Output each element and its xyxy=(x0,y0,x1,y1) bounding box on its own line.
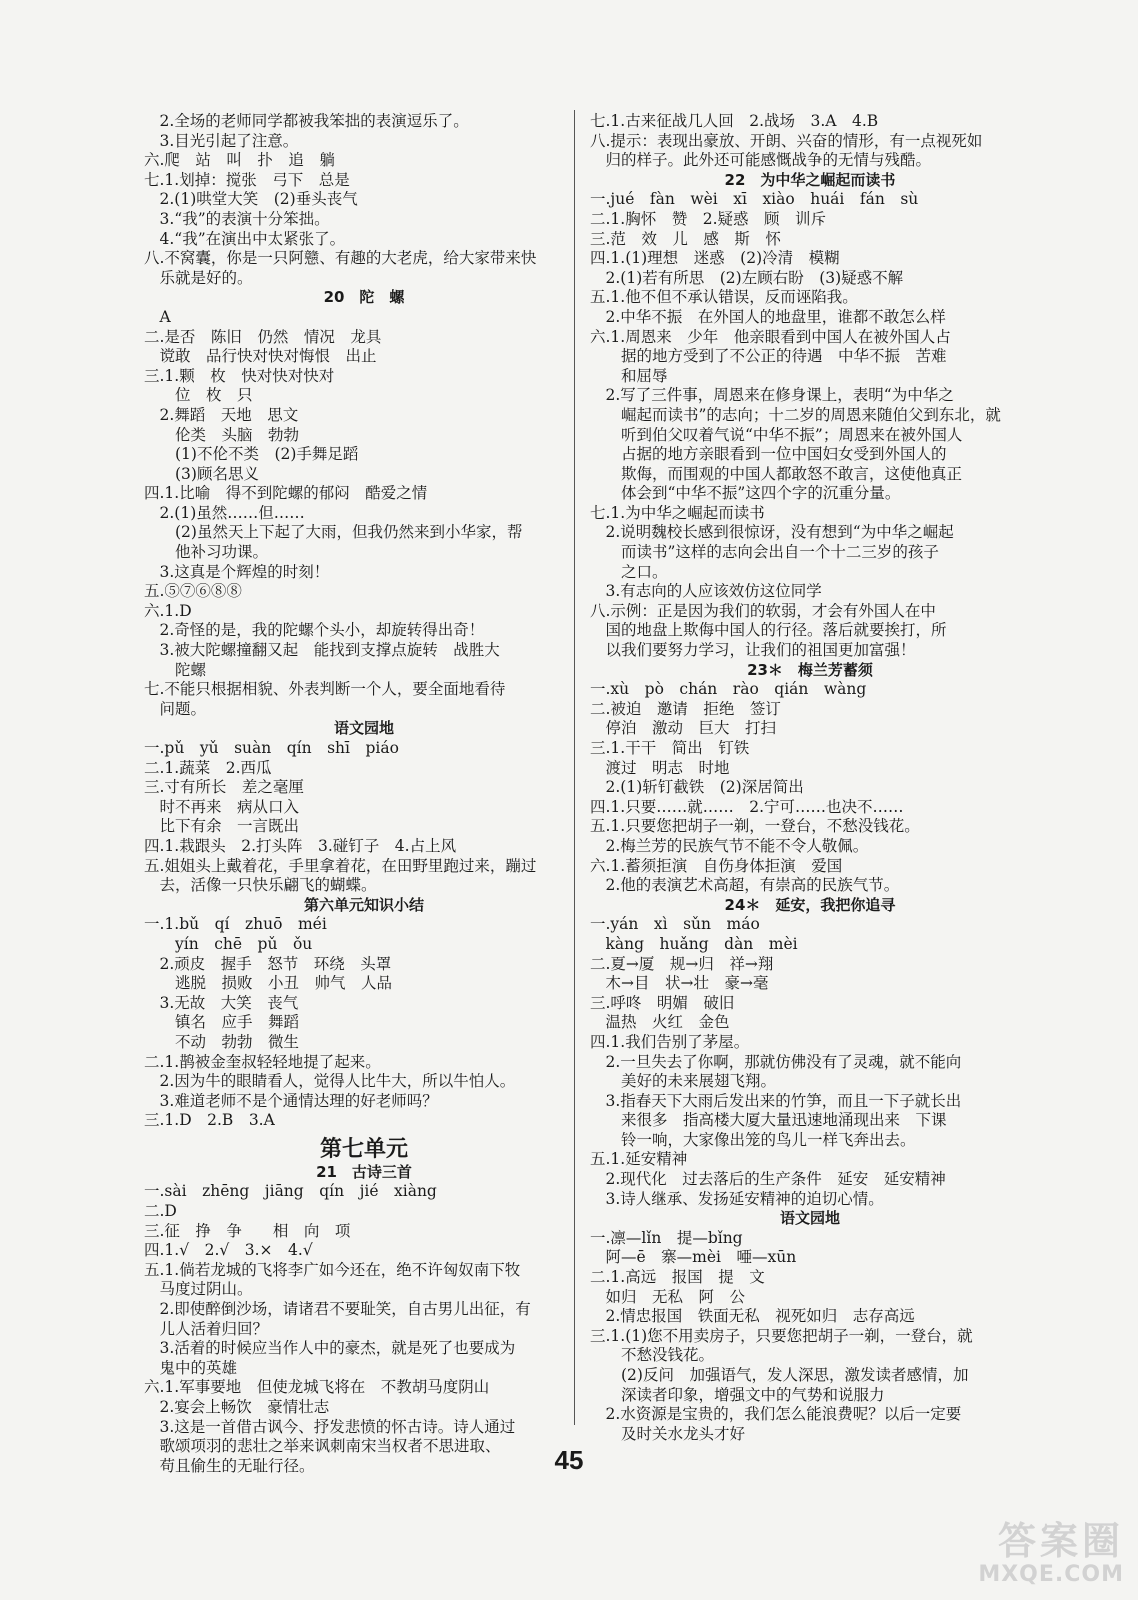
answer-line: kàng huǎng dàn mèi xyxy=(590,934,798,953)
answer-line: 温热 火红 金色 xyxy=(590,1013,730,1032)
answer-line: 3.目光引起了注意。 xyxy=(144,131,299,150)
answer-line: 苟且偷生的无耻行径。 xyxy=(144,1456,315,1475)
answer-line: 三.1.D 2.B 3.A xyxy=(144,1111,275,1130)
answer-line: 鬼中的英雄 xyxy=(144,1358,238,1377)
watermark-logo xyxy=(954,1520,1124,1592)
answer-line: 一.1.bǔ qí zhuō méi xyxy=(144,915,327,934)
answer-line: 问题。 xyxy=(144,699,207,718)
answer-line: 2.中华不振 在外国人的地盘里，谁都不敢怎么样 xyxy=(590,307,946,326)
answer-line: 去，活像一只快乐翩飞的蝴蝶。 xyxy=(144,876,377,895)
answer-line: 五.1.倘若龙城的飞将李广如今还在，绝不许匈奴南下牧 xyxy=(144,1260,521,1279)
answer-line: 2.(1)若有所思 (2)左顾右盼 (3)疑惑不解 xyxy=(590,268,904,287)
section-heading: 23＊ 梅兰芳蓄须 xyxy=(747,660,873,679)
answer-line: 六.1.D xyxy=(144,601,192,620)
answer-line: 2.舞蹈 天地 思文 xyxy=(144,405,299,424)
answer-line: 七.不能只根据相貌、外表判断一个人，要全面地看待 xyxy=(144,680,506,699)
answer-line: 五.1.延安精神 xyxy=(590,1150,688,1169)
answer-line: 逃脱 损败 小丑 帅气 人品 xyxy=(144,974,393,993)
answer-line: 一.yán xì sǔn máo xyxy=(590,915,760,934)
answer-line: 歌颂项羽的悲壮之举来讽刺南宋当权者不思进取、 xyxy=(144,1437,501,1456)
answer-line: 及时关水龙头才好 xyxy=(590,1424,746,1443)
section-heading: 语文园地 xyxy=(333,719,394,738)
section-heading: 21 古诗三首 xyxy=(316,1162,412,1181)
answer-line: (2)反问 加强语气，发人深思，激发读者感情，加 xyxy=(590,1366,969,1384)
answer-line: 五.1.只要您把胡子一剃，一登台，不愁没钱花。 xyxy=(590,817,920,836)
answer-line: 六.1.周恩来 少年 他亲眼看到中国人在被外国人占 xyxy=(590,327,951,346)
answer-line: 二.被迫 邀请 拒绝 签订 xyxy=(590,699,781,718)
answer-line: 3.这真是个辉煌的时刻！ xyxy=(144,562,330,581)
answer-line: 七.1.古来征战几人回 2.战场 3.A 4.B xyxy=(590,112,879,130)
answer-line: 一.xù pò chán rào qián wàng xyxy=(590,680,867,699)
answer-line: 3.无故 大笑 丧气 xyxy=(144,993,299,1012)
answer-line: 木→目 状→壮 豪→毫 xyxy=(590,974,769,993)
answer-line: 四.1.(1)理想 迷惑 (2)冷清 模糊 xyxy=(590,249,840,268)
answer-line: 3.这是一首借古讽今、抒发悲愤的怀古诗。诗人通过 xyxy=(144,1417,516,1436)
answer-line: 他补习功课。 xyxy=(144,543,269,562)
answer-line: 3.被大陀螺撞翻又起 能找到支撑点旋转 战胜大 xyxy=(144,641,500,660)
answer-line: 2.(1)哄堂大笑 (2)垂头丧气 xyxy=(144,190,358,209)
answer-line: 3.难道老师不是个通情达理的好老师吗？ xyxy=(144,1091,438,1110)
answer-line: 三.呼咚 明媚 破旧 xyxy=(590,993,735,1012)
answer-line: 儿人活着归回？ xyxy=(144,1319,269,1338)
answer-line: yín chē pǔ ǒu xyxy=(144,934,313,953)
answer-line: 和屈辱 xyxy=(590,366,668,385)
answer-line: 五.1.他不但不承认错误，反而诬陷我。 xyxy=(590,288,858,307)
answer-line: 阿—ē 寨—mèi 唖—xūn xyxy=(590,1248,797,1267)
answer-line: 二.1.蔬菜 2.西瓜 xyxy=(144,758,272,777)
right-answer-column xyxy=(590,112,1030,1444)
answer-line: 听到伯父叹着气说“中华不振”；周恩来在被外国人 xyxy=(590,425,963,444)
answer-line: 二.1.胸怀 赞 2.疑惑 顾 训斥 xyxy=(590,209,827,228)
answer-line: 比下有余 一言既出 xyxy=(144,817,300,836)
answer-line: 之口。 xyxy=(590,562,668,581)
answer-line: A xyxy=(144,307,171,326)
answer-line: 四.1.栽跟头 2.打头阵 3.碰钉子 4.占上风 xyxy=(144,836,457,855)
answer-line: 3.指春天下大雨后发出来的竹笋，而且一下子就长出 xyxy=(590,1091,962,1110)
answer-line: 2.奇怪的是，我的陀螺个头小，却旋转得出奇！ xyxy=(144,621,485,640)
answer-line: 国的地盘上欺侮中国人的行径。落后就要挨打，所 xyxy=(590,621,947,640)
section-heading: 第六单元知识小结 xyxy=(303,895,424,914)
answer-line: 四.1.我们告别了茅屋。 xyxy=(590,1032,750,1051)
answer-line: 崛起而读书”的志向；十二岁的周恩来随伯父到东北，就 xyxy=(590,405,1001,424)
answer-line: 深读者印象，增强文中的气势和说服力 xyxy=(590,1385,885,1404)
section-heading: 语文园地 xyxy=(779,1209,840,1228)
answer-line: 2.梅兰芳的民族气节不能不令人敬佩。 xyxy=(590,836,869,855)
answer-line: 三.征 挣 争 相 向 项 xyxy=(144,1221,351,1240)
answer-line: 2.他的表演艺术高超，有崇高的民族气节。 xyxy=(590,876,900,895)
answer-line: 2.说明魏校长感到很惊讶，没有想到“为中华之崛起 xyxy=(590,523,954,542)
column-divider xyxy=(574,110,575,1425)
answer-line: 2.顽皮 握手 怒节 环绕 头罩 xyxy=(144,954,392,973)
answer-line: 二.D xyxy=(144,1202,177,1221)
answer-line: 时不再来 病从口入 xyxy=(144,797,300,816)
left-answer-column xyxy=(144,112,584,1476)
answer-line: 五.⑤⑦⑥⑧⑧ xyxy=(144,582,242,601)
answer-line: 欺侮，而围观的中国人都敢怒不敢言，这使他真正 xyxy=(590,464,963,483)
answer-line: 乐就是好的。 xyxy=(144,268,253,287)
answer-line: 八.不窝囊，你是一只阿戆、有趣的大老虎，给大家带来快 xyxy=(144,249,537,268)
answer-line: 占据的地方亲眼看到一位中国妇女受到外国人的 xyxy=(590,445,947,464)
answer-line: 一.凛—lǐn 提—bǐng xyxy=(590,1228,743,1247)
page-number: 45 xyxy=(554,1445,584,1475)
answer-line: 二.1.高远 报国 提 文 xyxy=(590,1268,765,1287)
answer-line: 如归 无私 阿 公 xyxy=(590,1287,746,1306)
answer-line: 停泊 激动 巨大 打扫 xyxy=(590,719,777,738)
answer-line: 3.有志向的人应该效仿这位同学 xyxy=(590,582,822,601)
answer-line: 2.宴会上畅饮 豪情壮志 xyxy=(144,1398,330,1416)
answer-line: 4.“我”在演出中太紧张了。 xyxy=(144,229,346,248)
answer-line: 据的地方受到了不公正的待遇 中华不振 苦难 xyxy=(590,347,947,366)
answer-line: 六.爬 站 叫 扑 追 躺 xyxy=(144,151,335,170)
answer-line: 三.1.干干 简出 钉铁 xyxy=(590,739,750,757)
answer-line: 四.1.√ 2.√ 3.× 4.√ xyxy=(144,1241,313,1260)
answer-line: 四.1.只要……就…… 2.宁可……也决不…… xyxy=(590,797,904,816)
answer-line: 二.是否 陈旧 仍然 情况 龙具 xyxy=(144,327,382,346)
answer-line: 体会到“中华不振”这四个字的沉重分量。 xyxy=(590,484,901,503)
answer-line: 美好的未来展翅飞翔。 xyxy=(590,1072,777,1091)
section-heading: 24＊ 延安，我把你追寻 xyxy=(724,895,896,914)
answer-line: 马度过阴山。 xyxy=(144,1280,253,1299)
answer-line: 渡过 明志 时地 xyxy=(590,758,730,777)
answer-line: (2)虽然天上下起了大雨，但我仍然来到小华家，帮 xyxy=(144,523,523,542)
section-heading: 20 陀 螺 xyxy=(323,288,405,307)
answer-line: 归的样子。此外还可能感慨战争的无情与残酷。 xyxy=(590,151,932,170)
answer-line: 铃一响，大家像出笼的鸟儿一样飞奔出去。 xyxy=(590,1130,916,1149)
answer-line: 五.姐姐头上戴着花，手里拿着花，在田野里跑过来，蹦过 xyxy=(144,856,537,875)
answer-line: 一.pǔ yǔ suàn qín shī piáo xyxy=(144,739,399,757)
answer-line: 位 枚 只 xyxy=(144,386,253,405)
unit-title: 第七单元 xyxy=(319,1135,408,1162)
answer-line: 伦类 头脑 勃勃 xyxy=(144,425,300,444)
answer-line: 七.1.划掉：搅张 弓下 总是 xyxy=(144,170,350,189)
answer-line: 3.“我”的表演十分笨拙。 xyxy=(144,209,330,228)
answer-line: 2.(1)斩钉截铁 (2)深居简出 xyxy=(590,778,804,797)
answer-line: 3.活着的时候应当作人中的豪杰，就是死了也要成为 xyxy=(144,1339,516,1358)
answer-line: 镇名 应手 舞蹈 xyxy=(144,1013,300,1032)
answer-line: 2.水资源是宝贵的，我们怎么能浪费呢？以后一定要 xyxy=(590,1405,962,1424)
answer-line: 3.诗人继承、发扬延安精神的迫切心情。 xyxy=(590,1189,884,1208)
answer-line: 二.1.鹊被金奎叔轻轻地提了起来。 xyxy=(144,1052,381,1071)
answer-line: 六.1.蓄须拒演 自伤身体拒演 爱国 xyxy=(590,856,843,875)
answer-line: 2.即使醉倒沙场，请诸君不要耻笑，自古男儿出征，有 xyxy=(144,1300,531,1319)
answer-line: 三.1.颗 枚 快对快对快对 xyxy=(144,366,335,385)
answer-line: 2.(1)虽然……但…… xyxy=(144,503,305,522)
answer-line: 四.1.比喻 得不到陀螺的郁闷 酷爱之情 xyxy=(144,484,428,503)
watermark-top-text: 答案圈 xyxy=(997,1519,1124,1563)
answer-line: 2.现代化 过去落后的生产条件 延安 延安精神 xyxy=(590,1170,946,1189)
answer-line: 不愁没钱花。 xyxy=(590,1346,715,1365)
answer-line: 2.全场的老师同学都被我笨拙的表演逗乐了。 xyxy=(144,112,469,130)
answer-line: 以我们要努力学习，让我们的祖国更加富强！ xyxy=(590,641,916,660)
answer-line: (1)不伦不类 (2)手舞足蹈 xyxy=(144,445,359,464)
answer-line: 三.1.(1)您不用卖房子，只要您把胡子一剃，一登台，就 xyxy=(590,1326,973,1345)
answer-line: 一.sài zhēng jiāng qín jié xiàng xyxy=(144,1182,437,1201)
answer-line: 三.寸有所长 差之毫厘 xyxy=(144,778,304,797)
answer-line: 2.因为牛的眼睛看人，觉得人比牛大，所以牛怕人。 xyxy=(144,1072,516,1091)
answer-line: 八.提示：表现出豪放、开朗、兴奋的情形，有一点视死如 xyxy=(590,131,983,150)
section-heading: 22 为中华之崛起而读书 xyxy=(724,170,896,189)
answer-line: (3)顾名思义 xyxy=(144,464,259,483)
answer-line: 二.夏→厦 规→归 祥→翔 xyxy=(590,954,774,973)
answer-line: 2.一旦失去了你啊，那就仿佛没有了灵魂，就不能向 xyxy=(590,1052,962,1071)
answer-line: 不动 勃勃 微生 xyxy=(144,1032,300,1051)
answer-line: 谠敢 品行快对快对悔恨 出止 xyxy=(144,347,377,366)
answer-line: 三.范 效 儿 感 斯 怀 xyxy=(590,229,781,248)
answer-line: 而读书”这样的志向会出自一个十二三岁的孩子 xyxy=(590,543,939,562)
answer-line: 一.jué fàn wèi xī xiào huái fán sù xyxy=(590,190,919,209)
answer-line: 2.情忠报国 铁面无私 视死如归 志存高远 xyxy=(590,1307,915,1326)
answer-line: 来很多 指高楼大厦大量迅速地涌现出来 下课 xyxy=(590,1111,947,1130)
watermark-bottom-text: MXQE.COM xyxy=(978,1562,1124,1587)
answer-line: 八.示例：正是因为我们的软弱，才会有外国人在中 xyxy=(590,601,936,620)
answer-line: 六.1.军事要地 但使龙城飞将在 不教胡马度阴山 xyxy=(144,1378,490,1397)
answer-line: 陀螺 xyxy=(144,660,207,679)
answer-line: 七.1.为中华之崛起而读书 xyxy=(590,503,765,522)
answer-line: 2.写了三件事，周恩来在修身课上，表明“为中华之 xyxy=(590,386,954,405)
